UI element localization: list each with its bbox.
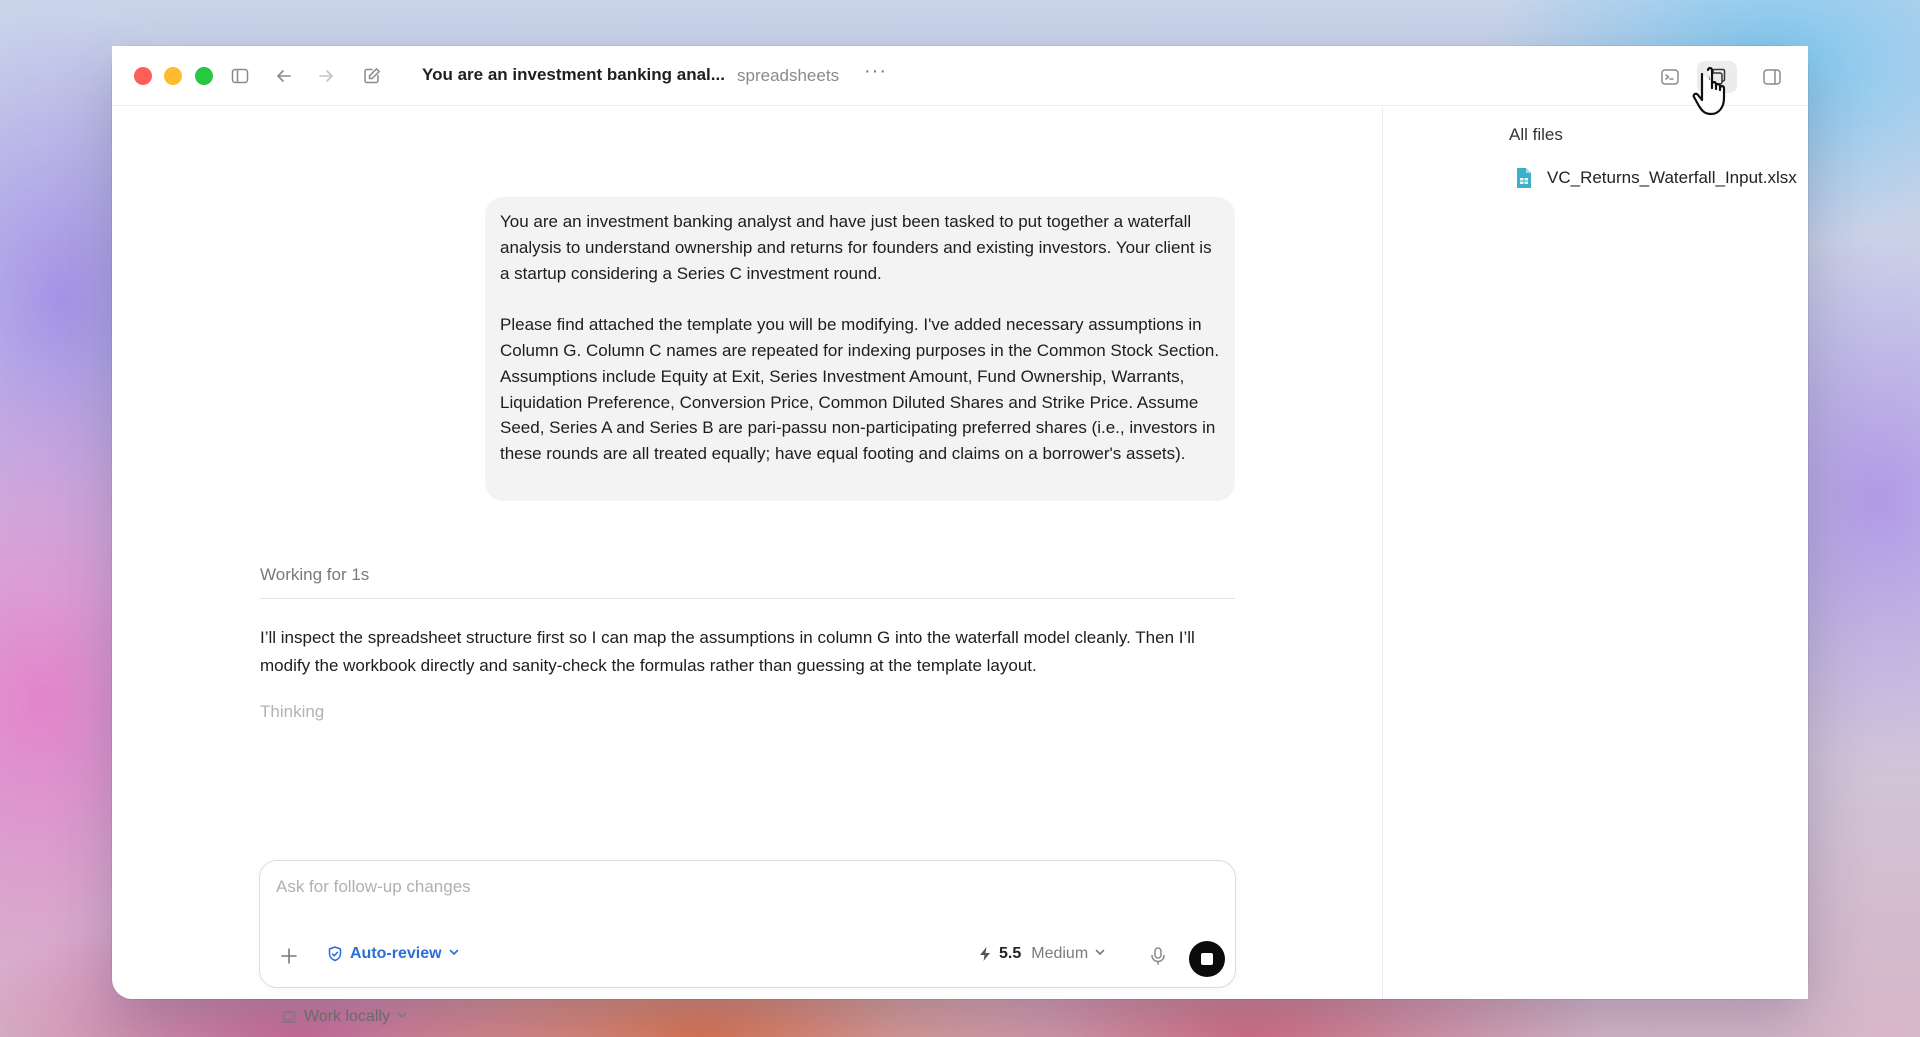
follow-up-input[interactable] — [276, 877, 1176, 897]
thinking-indicator: Thinking — [260, 702, 325, 721]
more-options-button[interactable]: ··· — [864, 60, 887, 82]
stop-icon — [1201, 953, 1213, 965]
files-panel — [1382, 107, 1808, 999]
auto-review-dropdown[interactable] — [326, 945, 460, 963]
user-message-paragraph: You are an investment banking analyst and have just been tasked to put together a waterfall analysis to understand ownership and returns for founders and existing investors. Your client is a startup considering a Series C investment round. — [500, 212, 1212, 283]
spreadsheet-file-icon — [1515, 167, 1533, 189]
new-chat-edit-icon[interactable] — [360, 64, 384, 88]
file-name: VC_Returns_Waterfall_Input.xlsx — [1547, 168, 1797, 187]
user-message-bubble — [485, 197, 1235, 501]
back-arrow-icon[interactable] — [272, 64, 296, 88]
conversation-title[interactable]: You are an investment banking anal... — [422, 65, 725, 84]
conversation-area — [112, 107, 1382, 1025]
chevron-down-icon — [1094, 945, 1106, 963]
add-attachment-icon[interactable] — [278, 945, 300, 967]
title-bar — [112, 46, 1808, 106]
composer — [259, 860, 1236, 988]
file-item[interactable] — [1515, 167, 1797, 189]
model-version: 5.5 — [999, 945, 1022, 962]
close-window-button[interactable] — [134, 67, 152, 85]
lightning-icon — [977, 946, 993, 962]
divider — [260, 598, 1235, 599]
laptop-icon — [280, 1008, 298, 1026]
model-selector[interactable] — [977, 945, 1106, 963]
zoom-window-button[interactable] — [195, 67, 213, 85]
forward-arrow-icon[interactable] — [314, 64, 338, 88]
project-name[interactable]: spreadsheets — [737, 66, 840, 85]
work-locally-dropdown[interactable] — [280, 1008, 408, 1026]
work-locally-label: Work locally — [304, 1008, 390, 1025]
assistant-message: I’ll inspect the spreadsheet structure first so I can map the assumptions in column G into the waterfall model cleanly. Then I’ll modify the workbook directly and sanity-check the formulas rather than guessing at the template layout. — [260, 628, 1195, 675]
hand-pointer-cursor-icon — [1690, 64, 1738, 122]
right-sidebar-toggle-icon[interactable] — [1752, 61, 1792, 93]
stop-generation-button[interactable] — [1189, 941, 1225, 977]
microphone-icon[interactable] — [1147, 945, 1169, 967]
shield-check-icon — [326, 945, 344, 963]
user-message-paragraph: Please find attached the template you will be modifying. I've added necessary assumptions in Column G. Column C names are repeated for indexing purposes in the Common Stock Section. Assumptions include Equity at Exit, Series Investment Amount, Fund Ownership, Warrants, Liquidation Preference, Conversion Price, Common Diluted Shares and Strike Price. Assume Seed, Series A and Series B are pari-passu non-participating preferred shares (i.e., investors in these rounds are all treated equally; have equal footing and claims on a borrower's assets). — [500, 315, 1220, 464]
auto-review-label: Auto-review — [350, 945, 442, 962]
sidebar-toggle-icon[interactable] — [228, 64, 252, 88]
chevron-down-icon — [396, 1008, 408, 1026]
terminal-icon[interactable] — [1650, 61, 1690, 93]
app-window — [112, 46, 1808, 1025]
minimize-window-button[interactable] — [164, 67, 182, 85]
files-panel-title: All files — [1509, 125, 1563, 144]
effort-level: Medium — [1031, 945, 1089, 962]
chevron-down-icon — [448, 945, 460, 963]
working-status[interactable]: Working for 1s — [260, 565, 370, 584]
